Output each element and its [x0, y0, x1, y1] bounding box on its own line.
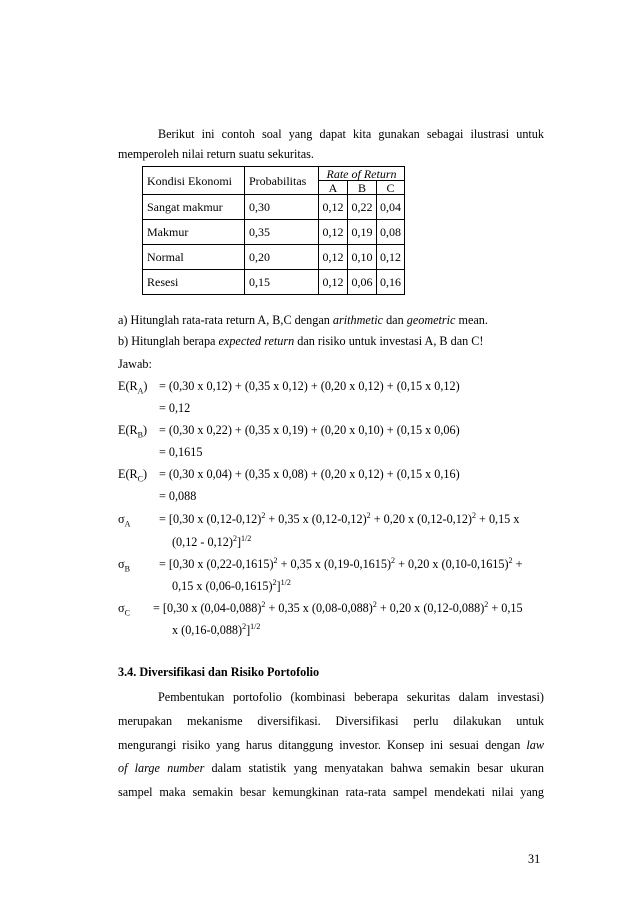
question-a-text-end: mean.	[455, 313, 488, 327]
rate-of-return-table	[142, 166, 405, 295]
header-b: B	[348, 181, 377, 195]
erc-label-text: E(R	[118, 467, 138, 481]
sqrt-exponent: 1/2	[280, 577, 291, 587]
cell-kondisi: Makmur	[143, 220, 245, 245]
cell-prob: 0,20	[245, 245, 319, 270]
sigma-a-term-3: + 0,20 x (0,12-0,12)	[370, 512, 472, 526]
section-line-3	[118, 738, 544, 752]
sigma-b-term-1: = [0,30 x (0,22-0,1615)	[159, 557, 274, 571]
question-a-text-mid: dan	[383, 313, 407, 327]
section-line-3-emphasis: law	[526, 738, 544, 752]
section-line-4-text: dalam statistik yang menyatakan bahwa semakin besar ukuran	[204, 761, 544, 775]
sigma-b-bracket: ]	[276, 579, 281, 593]
cell-c: 0,08	[377, 220, 405, 245]
sigma-b-term-4: +	[512, 557, 523, 571]
section-line-2: merupakan mekanisme diversifikasi. Diversifikasi perlu dilakukan untuk	[118, 714, 544, 728]
table-row	[143, 245, 405, 270]
section-line-4	[118, 761, 544, 775]
section-line-3-text: mengurangi risiko yang harus ditanggung investor. Konsep ini sesuai dengan	[118, 738, 527, 752]
sigma-symbol: σ	[118, 557, 125, 571]
sigma-c-term-4: + 0,15	[488, 601, 523, 615]
cell-a: 0,12	[319, 270, 348, 295]
page-number: 31	[528, 852, 541, 866]
jawab-label: Jawab:	[118, 357, 152, 371]
square-exponent: 2	[391, 555, 396, 565]
square-exponent: 2	[484, 599, 489, 609]
cell-a: 0,12	[319, 245, 348, 270]
sigma-a-term-1: = [0,30 x (0,12-0,12)	[159, 512, 262, 526]
table-row	[143, 220, 405, 245]
sigma-a-term-2: + 0,35 x (0,12-0,12)	[265, 512, 367, 526]
cell-b: 0,19	[348, 220, 377, 245]
sigma-b-label	[118, 557, 130, 574]
cell-c: 0,16	[377, 270, 405, 295]
square-exponent: 2	[471, 510, 476, 520]
intro-line-1: Berikut ini contoh soal yang dapat kita gunakan sebagai ilustrasi untuk	[158, 127, 544, 141]
sigma-b-term-5: 0,15 x (0,06-0,1615)	[172, 579, 273, 593]
erc-result: = 0,088	[159, 489, 197, 503]
square-exponent: 2	[273, 555, 278, 565]
era-label-close: )	[143, 379, 148, 393]
cell-c: 0,04	[377, 195, 405, 220]
question-b-text: b) Hitunglah berapa	[118, 334, 219, 348]
square-exponent: 2	[242, 621, 247, 631]
sigma-a-bracket: ]	[236, 535, 241, 549]
cell-kondisi: Resesi	[143, 270, 245, 295]
sigma-c-subscript: C	[124, 608, 130, 618]
cell-a: 0,12	[319, 220, 348, 245]
cell-c: 0,12	[377, 245, 405, 270]
question-a-emphasis-1: arithmetic	[332, 313, 384, 327]
sigma-b-subscript: B	[124, 564, 130, 574]
header-kondisi: Kondisi Ekonomi	[143, 167, 245, 195]
intro-line-2: memperoleh nilai return suatu sekuritas.	[118, 147, 314, 161]
erb-label-close: )	[142, 423, 148, 437]
question-b-text-end: dan risiko untuk investasi A, B dan C!	[294, 334, 484, 348]
square-exponent: 2	[261, 599, 266, 609]
square-exponent: 2	[366, 510, 371, 520]
sigma-a-line-2	[172, 535, 251, 549]
sigma-c-term-2: + 0,35 x (0,08-0,088)	[265, 601, 373, 615]
sigma-c-label	[118, 601, 130, 618]
section-line-4-emphasis: of large number	[118, 761, 205, 775]
cell-kondisi: Sangat makmur	[143, 195, 245, 220]
cell-kondisi: Normal	[143, 245, 245, 270]
section-line-1: Pembentukan portofolio (kombinasi beberapa sekuritas dalam investasi)	[158, 690, 544, 704]
sigma-c-term-3: + 0,20 x (0,12-0,088)	[376, 601, 485, 615]
section-line-5: sampel maka semakin besar kemungkinan rata-rata sampel mendekati nilai yang	[118, 785, 544, 799]
header-rate-of-return: Rate of Return	[319, 167, 405, 181]
sigma-b-line-2	[172, 579, 291, 593]
erb-result: = 0,1615	[159, 445, 203, 459]
question-a-text: a) Hitunglah rata-rata return A, B,C dengan	[118, 313, 333, 327]
question-a-emphasis-2: geometric	[406, 313, 456, 327]
erc-expression: = (0,30 x 0,04) + (0,35 x 0,08) + (0,20 x 0,12) + (0,15 x 0,16)	[159, 467, 460, 481]
sigma-symbol: σ	[118, 512, 125, 526]
question-b	[118, 334, 483, 348]
era-expression: = (0,30 x 0,12) + (0,35 x 0,12) + (0,20 x 0,12) + (0,15 x 0,12)	[159, 379, 460, 393]
erb-label	[118, 423, 148, 440]
question-a	[118, 313, 488, 327]
cell-b: 0,10	[348, 245, 377, 270]
header-probabilitas: Probabilitas	[245, 167, 319, 195]
sqrt-exponent: 1/2	[241, 533, 252, 543]
cell-a: 0,12	[319, 195, 348, 220]
cell-prob: 0,35	[245, 220, 319, 245]
erb-subscript: B	[137, 430, 143, 440]
erc-label-close: )	[142, 467, 148, 481]
square-exponent: 2	[261, 510, 266, 520]
sigma-a-term-4: + 0,15 x	[475, 512, 520, 526]
erc-label	[118, 467, 148, 484]
sigma-c-term-1: = [0,30 x (0,04-0,088)	[153, 601, 262, 615]
sigma-c-line-1	[153, 601, 523, 615]
era-label-text: E(R	[118, 379, 138, 393]
table-row	[143, 195, 405, 220]
cell-b: 0,06	[348, 270, 377, 295]
question-b-emphasis: expected return	[218, 334, 295, 348]
era-result: = 0,12	[159, 401, 191, 415]
sigma-a-label	[118, 512, 131, 529]
sigma-b-term-2: + 0,35 x (0,19-0,1615)	[277, 557, 392, 571]
sigma-a-subscript: A	[124, 519, 131, 529]
square-exponent: 2	[272, 577, 277, 587]
sqrt-exponent: 1/2	[250, 621, 261, 631]
sigma-b-line-1	[159, 557, 522, 571]
square-exponent: 2	[508, 555, 513, 565]
cell-prob: 0,15	[245, 270, 319, 295]
sigma-b-term-3: + 0,20 x (0,10-0,1615)	[395, 557, 509, 571]
cell-prob: 0,30	[245, 195, 319, 220]
sigma-a-term-5: (0,12 - 0,12)	[172, 535, 233, 549]
erc-subscript: C	[137, 474, 143, 484]
header-c: C	[377, 181, 405, 195]
square-exponent: 2	[372, 599, 377, 609]
erb-expression: = (0,30 x 0,22) + (0,35 x 0,19) + (0,20 x 0,10) + (0,15 x 0,06)	[159, 423, 460, 437]
sigma-c-line-2	[172, 623, 260, 637]
sigma-c-bracket: ]	[246, 623, 251, 637]
sigma-a-line-1	[159, 512, 519, 526]
era-label	[118, 379, 148, 396]
sigma-symbol: σ	[118, 601, 125, 615]
cell-b: 0,22	[348, 195, 377, 220]
era-subscript: A	[137, 386, 144, 396]
sigma-c-term-5: x (0,16-0,088)	[172, 623, 243, 637]
section-heading: 3.4. Diversifikasi dan Risiko Portofolio	[118, 665, 320, 679]
header-a: A	[319, 181, 348, 195]
table-row	[143, 270, 405, 295]
erb-label-text: E(R	[118, 423, 138, 437]
square-exponent: 2	[232, 533, 237, 543]
